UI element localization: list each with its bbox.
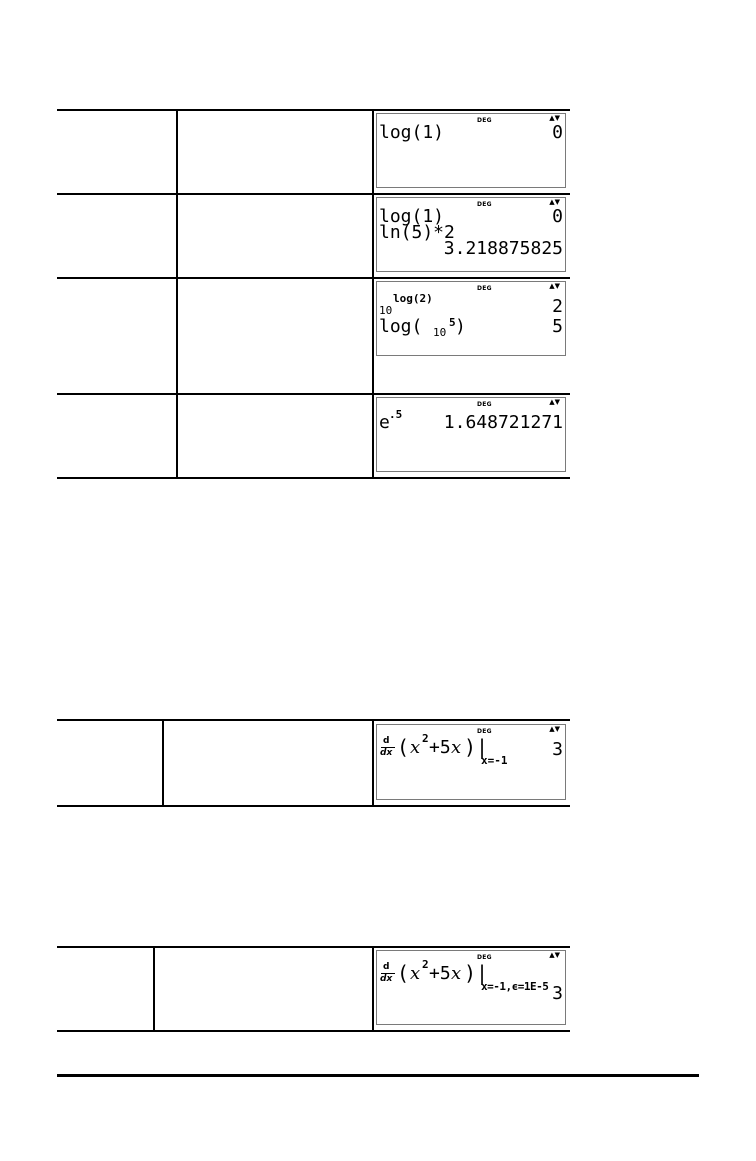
mode-indicator: DEG: [477, 728, 492, 735]
entry-result: 1.648721271: [443, 412, 563, 433]
footer-rule: [57, 1074, 699, 1077]
table-3-top-rule: [57, 946, 570, 948]
table-1-col-divider: [372, 110, 374, 478]
entry-result: 3: [552, 739, 563, 760]
scroll-arrows-icon: ▲▼: [549, 398, 560, 406]
scroll-arrows-icon: ▲▼: [549, 725, 560, 733]
mode-indicator: DEG: [477, 285, 492, 292]
calculator-screen-3: [376, 281, 566, 356]
power-base: e: [379, 412, 390, 433]
entry-result: 2: [552, 296, 563, 317]
mode-indicator: DEG: [477, 954, 492, 961]
power-exponent: .5: [389, 408, 403, 421]
evaluation-point: x=-1,ϵ=1E-5: [481, 980, 549, 993]
power-exponent: log(2): [393, 292, 433, 305]
mode-indicator: DEG: [477, 201, 492, 208]
derivative-denominator: dx: [380, 748, 393, 758]
entry-result: 0: [552, 206, 563, 227]
table-2-bottom-rule: [57, 805, 570, 807]
calculator-screen-5: [376, 724, 566, 800]
entry-expression: ln(5)*2: [379, 222, 455, 243]
entry-result: 3: [552, 983, 563, 1004]
variable-x: x: [410, 737, 421, 758]
log-function: log(: [379, 316, 423, 337]
table-3-col-divider: [153, 947, 155, 1031]
power-exponent: 2: [422, 732, 429, 745]
power-exponent: 5: [449, 316, 456, 329]
variable-x: x: [410, 963, 421, 984]
derivative-numerator: d: [383, 962, 390, 972]
table-3-bottom-rule: [57, 1030, 570, 1032]
variable-x: x: [451, 963, 462, 984]
entry-result: 0: [552, 122, 563, 143]
scroll-arrows-icon: ▲▼: [549, 198, 560, 206]
entry-result: 3.218875825: [443, 238, 563, 259]
calculator-screen-2: [376, 197, 566, 272]
derivative-denominator: dx: [380, 974, 393, 984]
close-paren-bar: )|: [464, 961, 489, 985]
table-1-row-divider: [57, 393, 570, 395]
close-paren-bar: )|: [464, 735, 489, 759]
table-1-top-rule: [57, 109, 570, 111]
mode-indicator: DEG: [477, 401, 492, 408]
calculator-screen-6: [376, 950, 566, 1025]
term-plus: +5: [429, 963, 451, 984]
entry-expression: log(1): [379, 122, 445, 143]
term-plus: +5: [429, 737, 451, 758]
power-base: 10: [433, 326, 447, 339]
mode-indicator: DEG: [477, 117, 492, 124]
evaluation-point: x=-1: [481, 754, 508, 767]
entry-expression: log(1): [379, 206, 445, 227]
entry-result: 5: [552, 316, 563, 337]
variable-x: x: [451, 737, 462, 758]
calculator-screen-1: [376, 113, 566, 188]
table-2-col-divider: [372, 720, 374, 806]
scroll-arrows-icon: ▲▼: [549, 282, 560, 290]
table-1-col-divider: [176, 110, 178, 478]
table-1-row-divider: [57, 193, 570, 195]
table-2-top-rule: [57, 719, 570, 721]
table-1-bottom-rule: [57, 477, 570, 479]
table-3-col-divider: [372, 947, 374, 1031]
power-base: 10: [379, 304, 393, 317]
derivative-numerator: d: [383, 736, 390, 746]
open-paren: (: [397, 735, 410, 759]
table-1-row-divider: [57, 277, 570, 279]
scroll-arrows-icon: ▲▼: [549, 114, 560, 122]
scroll-arrows-icon: ▲▼: [549, 951, 560, 959]
power-exponent: 2: [422, 958, 429, 971]
open-paren: (: [397, 961, 410, 985]
close-paren: ): [455, 316, 466, 337]
calculator-screen-4: [376, 397, 566, 472]
table-2-col-divider: [162, 720, 164, 806]
